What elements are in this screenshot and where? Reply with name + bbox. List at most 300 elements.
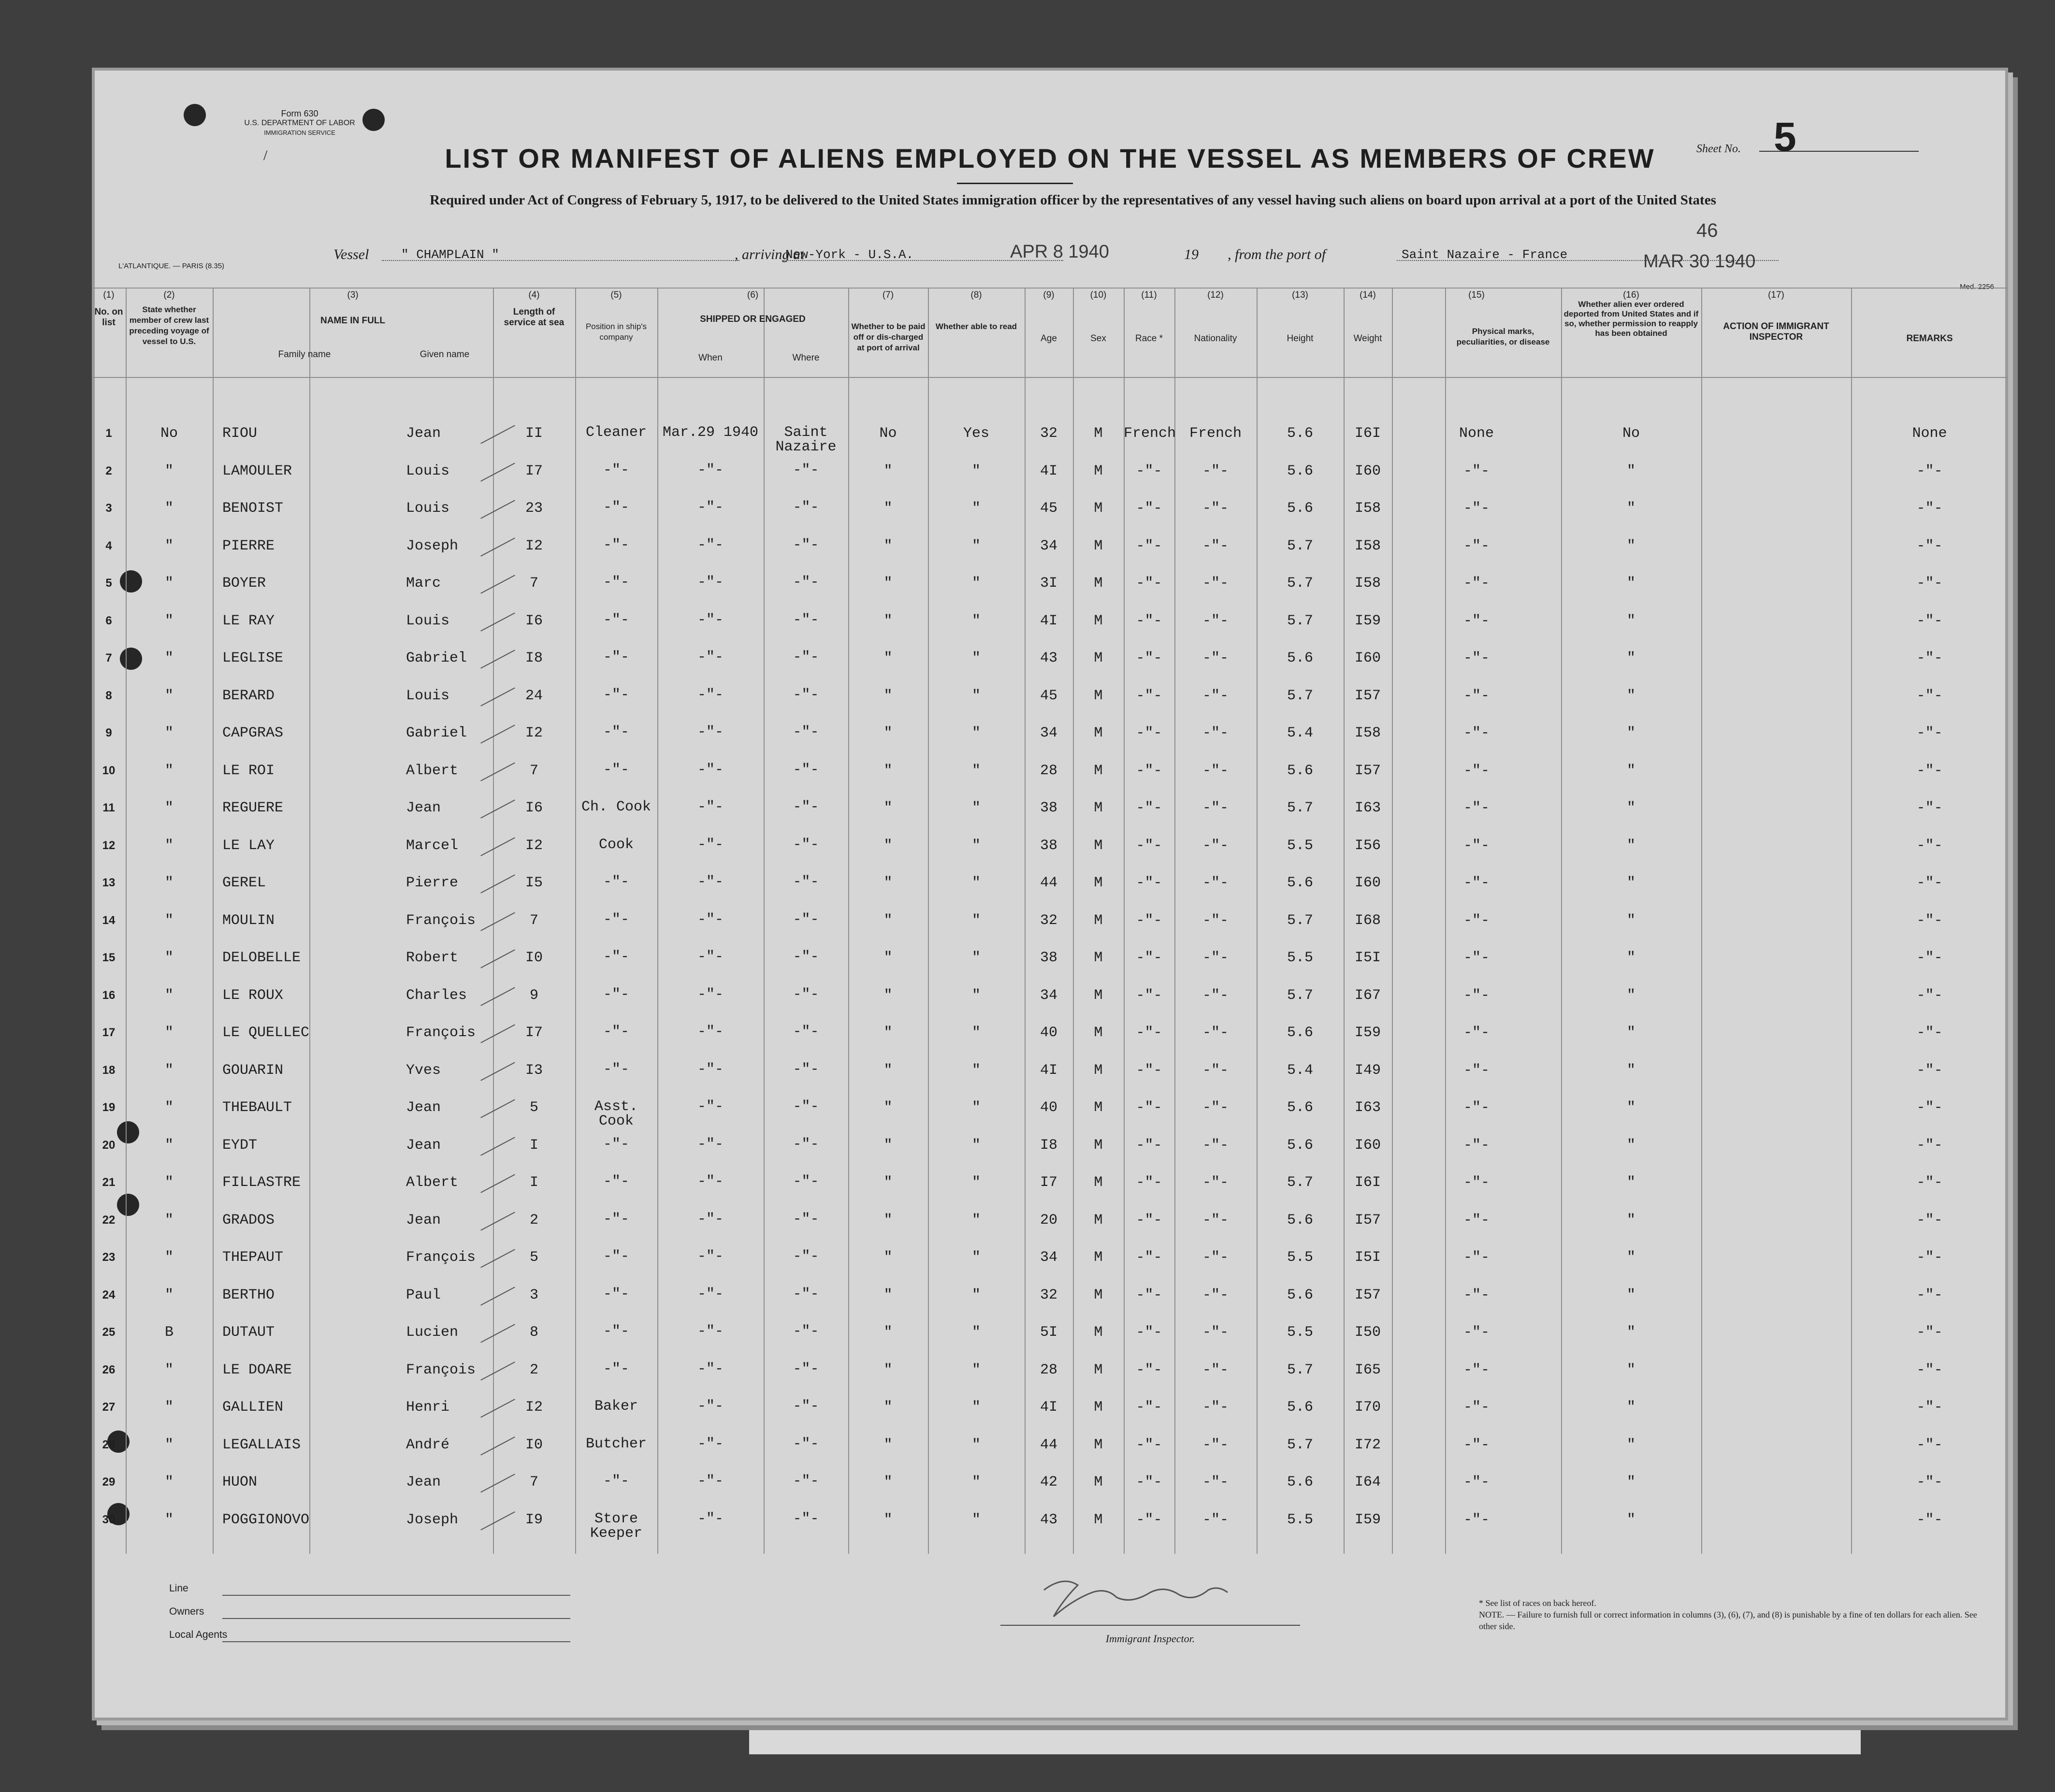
cell-paid: " (883, 1361, 893, 1378)
cell-no: 22 (102, 1213, 116, 1227)
cell-height: 5.6 (1287, 1137, 1313, 1154)
table-row (92, 1362, 2008, 1396)
cell-sex: M (1094, 537, 1103, 554)
cell-paid: " (883, 1286, 893, 1303)
table-row (92, 688, 2008, 722)
cell-paid: No (879, 425, 897, 442)
table-row (92, 1025, 2008, 1058)
cell-where: -"- (793, 1510, 819, 1527)
cell-sex: M (1094, 425, 1103, 442)
cell-prev: " (164, 1174, 174, 1191)
cell-service: 7 (529, 575, 538, 592)
col7-header: Whether to be paid off or dis-charged at port of arrival (851, 322, 926, 352)
cell-position: -"- (603, 536, 629, 553)
cell-sex: M (1094, 1324, 1103, 1341)
cell-nat: -"- (1202, 575, 1229, 592)
cell-read: " (971, 875, 981, 891)
cell-height: 5.7 (1287, 1361, 1313, 1378)
cell-when: -"- (697, 462, 724, 478)
cell-age: 44 (1040, 1436, 1057, 1453)
cell-position: -"- (603, 574, 629, 591)
cell-service: I0 (525, 950, 543, 966)
service-name: IMMIGRATION SERVICE (264, 129, 335, 136)
arriving-port: New-York - U.S.A. (785, 247, 914, 262)
cell-where: Saint Nazaire (775, 424, 837, 455)
cell-family: FILLASTRE (222, 1174, 301, 1191)
cell-read: " (971, 1361, 981, 1378)
cell-when: Mar.29 1940 (662, 424, 759, 441)
cell-position: -"- (603, 1323, 629, 1340)
cell-service: I6 (525, 612, 543, 629)
cell-deported: " (1626, 1286, 1635, 1303)
cell-paid: " (883, 1062, 893, 1079)
col1-header: No. on list (94, 307, 123, 328)
cell-marks: -"- (1463, 1174, 1490, 1191)
col8-number: (8) (970, 290, 982, 300)
cell-nat: French (1189, 425, 1242, 442)
cell-prev: " (164, 1025, 174, 1041)
cell-marks: -"- (1463, 800, 1490, 816)
cell-service: 9 (529, 987, 538, 1004)
cell-family: MOULIN (222, 912, 275, 929)
cell-prev: " (164, 762, 174, 779)
cell-family: BOYER (222, 575, 266, 592)
cell-age: 38 (1040, 837, 1057, 854)
cell-remarks: -"- (1916, 612, 1943, 629)
table-row (92, 1399, 2008, 1433)
cell-race: -"- (1136, 1249, 1162, 1266)
cell-height: 5.5 (1287, 1324, 1313, 1341)
cell-service: I2 (525, 537, 543, 554)
cell-prev: " (164, 500, 174, 517)
cell-age: 32 (1040, 1286, 1057, 1303)
cell-given: Gabriel (406, 725, 467, 741)
cell-paid: " (883, 1474, 893, 1490)
cell-when: -"- (697, 1211, 724, 1228)
cell-deported: " (1626, 875, 1635, 891)
cell-no: 10 (102, 764, 116, 777)
cell-where: -"- (793, 1360, 819, 1377)
cell-sex: M (1094, 1399, 1103, 1416)
table-row (92, 1212, 2008, 1246)
cell-deported: " (1626, 837, 1635, 854)
cell-when: -"- (697, 1248, 724, 1265)
table-row (92, 1137, 2008, 1171)
cell-when: -"- (697, 874, 724, 890)
cell-prev: " (164, 1137, 174, 1154)
cell-where: -"- (793, 611, 819, 628)
cell-deported: " (1626, 1399, 1635, 1416)
cell-weight: I65 (1354, 1361, 1381, 1378)
col3-given-header: Given name (420, 349, 470, 360)
cell-marks: -"- (1463, 875, 1490, 891)
cell-family: GEREL (222, 875, 266, 891)
cell-position: -"- (603, 1136, 629, 1153)
cell-paid: " (883, 912, 893, 929)
cell-family: LE RAY (222, 612, 275, 629)
cell-given: Jean (406, 1474, 441, 1490)
col12-header: Nationality (1194, 333, 1237, 344)
cell-given: Joseph (406, 537, 459, 554)
cell-sex: M (1094, 1249, 1103, 1266)
cell-race: -"- (1136, 1286, 1162, 1303)
cell-where: -"- (793, 1098, 819, 1115)
cell-prev: " (164, 837, 174, 854)
table-row (92, 500, 2008, 534)
cell-family: THEBAULT (222, 1099, 292, 1116)
table-row (92, 1437, 2008, 1471)
cell-read: " (971, 837, 981, 854)
cell-prev: " (164, 875, 174, 891)
cell-family: THEPAUT (222, 1249, 284, 1266)
cell-read: " (971, 912, 981, 929)
cell-service: 7 (529, 762, 538, 779)
cell-remarks: -"- (1916, 462, 1943, 479)
cell-weight: I59 (1354, 612, 1381, 629)
cell-age: 38 (1040, 950, 1057, 966)
cell-remarks: -"- (1916, 725, 1943, 741)
cell-position: Asst. Cook (594, 1098, 638, 1129)
cell-sex: M (1094, 462, 1103, 479)
cell-marks: -"- (1463, 1212, 1490, 1228)
cell-when: -"- (697, 536, 724, 553)
cell-paid: " (883, 987, 893, 1004)
cell-sex: M (1094, 1474, 1103, 1490)
cell-read: " (971, 612, 981, 629)
cell-given: Albert (406, 762, 459, 779)
cell-position: Butcher (585, 1435, 647, 1452)
cell-height: 5.6 (1287, 462, 1313, 479)
cell-read: " (971, 1174, 981, 1191)
cell-read: " (971, 575, 981, 592)
document-title: LIST OR MANIFEST OF ALIENS EMPLOYED ON THE VESSEL AS MEMBERS OF CREW (445, 143, 1655, 173)
cell-deported: " (1626, 612, 1635, 629)
printer-mark: L'ATLANTIQUE. — PARIS (8.35) (118, 262, 225, 270)
cell-where: -"- (793, 462, 819, 478)
cell-height: 5.6 (1287, 1212, 1313, 1228)
cell-height: 5.4 (1287, 725, 1313, 741)
cell-where: -"- (793, 1248, 819, 1265)
cell-where: -"- (793, 1435, 819, 1452)
cell-service: 7 (529, 1474, 538, 1490)
col5-number: (5) (610, 290, 622, 300)
cell-age: 4I (1040, 1062, 1057, 1079)
arriving-label: , arriving at (735, 246, 805, 262)
cell-when: -"- (697, 1286, 724, 1302)
table-row (92, 575, 2008, 609)
cell-read: " (971, 1399, 981, 1416)
cell-service: I2 (525, 1399, 543, 1416)
cell-age: 34 (1040, 987, 1057, 1004)
cell-deported: " (1626, 762, 1635, 779)
cell-prev: " (164, 800, 174, 816)
cell-family: REGUERE (222, 800, 284, 816)
cell-sex: M (1094, 725, 1103, 741)
cell-prev: No (160, 425, 178, 442)
cell-paid: " (883, 462, 893, 479)
cell-weight: I58 (1354, 500, 1381, 517)
cell-race: -"- (1136, 575, 1162, 592)
cell-sex: M (1094, 1511, 1103, 1528)
cell-race: -"- (1136, 800, 1162, 816)
cell-race: -"- (1136, 1137, 1162, 1154)
table-row (92, 1474, 2008, 1508)
cell-sex: M (1094, 1174, 1103, 1191)
cell-remarks: -"- (1916, 800, 1943, 816)
cell-where: -"- (793, 836, 819, 853)
table-row (92, 838, 2008, 871)
cell-remarks: -"- (1916, 1511, 1943, 1528)
cell-when: -"- (697, 724, 724, 740)
cell-race: -"- (1136, 837, 1162, 854)
cell-family: GRADOS (222, 1212, 275, 1228)
note-label: NOTE. — (1479, 1610, 1515, 1619)
remarks-header: REMARKS (1906, 333, 1953, 344)
form-number: Form 630 (281, 109, 318, 118)
cell-nat: -"- (1202, 650, 1229, 666)
cell-given: Pierre (406, 875, 459, 891)
cell-sex: M (1094, 500, 1103, 517)
departure-port: Saint Nazaire - France (1402, 247, 1568, 262)
cell-service: II (525, 425, 543, 442)
cell-race: -"- (1136, 762, 1162, 779)
cell-nat: -"- (1202, 762, 1229, 779)
cell-prev: " (164, 1062, 174, 1079)
cell-no: 7 (105, 651, 112, 665)
cell-service: 2 (529, 1361, 538, 1378)
cell-prev: " (164, 687, 174, 704)
cell-given: François (406, 1249, 476, 1266)
cell-deported: " (1626, 1249, 1635, 1266)
cell-weight: I56 (1354, 837, 1381, 854)
cell-race: -"- (1136, 1025, 1162, 1041)
cell-service: I8 (525, 650, 543, 666)
cell-sex: M (1094, 762, 1103, 779)
cell-when: -"- (697, 836, 724, 853)
table-top-rule (92, 288, 2008, 289)
cell-given: Lucien (406, 1324, 459, 1341)
cell-no: 12 (102, 838, 116, 852)
cell-weight: I6I (1354, 1174, 1381, 1191)
cell-when: -"- (697, 1398, 724, 1415)
cell-nat: -"- (1202, 1511, 1229, 1528)
cell-position: -"- (603, 611, 629, 628)
col5-header: Position in ship's company (585, 322, 647, 342)
from-port-label: , from the port of (1228, 246, 1326, 262)
local-agents-underline (222, 1641, 570, 1642)
cell-position: -"- (603, 761, 629, 778)
cell-service: I (529, 1137, 538, 1154)
cell-age: 4I (1040, 462, 1057, 479)
cell-remarks: -"- (1916, 875, 1943, 891)
cell-age: 40 (1040, 1099, 1057, 1116)
cell-family: DUTAUT (222, 1324, 275, 1341)
cell-service: 5 (529, 1249, 538, 1266)
cell-marks: -"- (1463, 1062, 1490, 1079)
cell-paid: " (883, 1324, 893, 1341)
cell-given: André (406, 1436, 450, 1453)
cell-deported: " (1626, 1361, 1635, 1378)
cell-race: -"- (1136, 462, 1162, 479)
cell-age: 28 (1040, 1361, 1057, 1378)
cell-read: " (971, 687, 981, 704)
cell-read: " (971, 1249, 981, 1266)
table-row (92, 425, 2008, 459)
cell-paid: " (883, 875, 893, 891)
cell-sex: M (1094, 687, 1103, 704)
cell-position: -"- (603, 1360, 629, 1377)
cell-nat: -"- (1202, 1212, 1229, 1228)
cell-remarks: -"- (1916, 1212, 1943, 1228)
cell-paid: " (883, 1399, 893, 1416)
cell-no: 16 (102, 988, 116, 1002)
cell-paid: " (883, 687, 893, 704)
cell-marks: -"- (1463, 612, 1490, 629)
cell-nat: -"- (1202, 1286, 1229, 1303)
cell-sex: M (1094, 875, 1103, 891)
cell-age: 42 (1040, 1474, 1057, 1490)
cell-nat: -"- (1202, 1436, 1229, 1453)
cell-where: -"- (793, 1173, 819, 1190)
cell-nat: -"- (1202, 462, 1229, 479)
cell-marks: -"- (1463, 1436, 1490, 1453)
cell-where: -"- (793, 799, 819, 815)
cell-given: Louis (406, 462, 450, 479)
cell-service: I0 (525, 1436, 543, 1453)
cell-deported: " (1626, 1137, 1635, 1154)
table-row (92, 1324, 2008, 1358)
cell-paid: " (883, 800, 893, 816)
cell-paid: " (883, 1511, 893, 1528)
table-row (92, 950, 2008, 983)
cell-sex: M (1094, 1099, 1103, 1116)
cell-age: 44 (1040, 875, 1057, 891)
cell-weight: I60 (1354, 1137, 1381, 1154)
crew-manifest-table (92, 288, 2008, 1554)
cell-where: -"- (793, 1211, 819, 1228)
cell-family: BERARD (222, 687, 275, 704)
cell-when: -"- (697, 761, 724, 778)
cell-given: Albert (406, 1174, 459, 1191)
cell-marks: -"- (1463, 462, 1490, 479)
cell-deported: " (1626, 500, 1635, 517)
cell-service: I2 (525, 725, 543, 741)
cell-where: -"- (793, 1473, 819, 1489)
col6-number: (6) (747, 290, 759, 300)
cell-weight: I6I (1354, 425, 1381, 442)
line-underline (222, 1595, 570, 1596)
col13-number: (13) (1292, 290, 1308, 300)
cell-service: I7 (525, 462, 543, 479)
cell-height: 5.6 (1287, 1025, 1313, 1041)
cell-deported: " (1626, 1324, 1635, 1341)
table-row (92, 613, 2008, 647)
cell-no: 4 (105, 539, 112, 552)
cell-remarks: -"- (1916, 1137, 1943, 1154)
cell-prev: " (164, 575, 174, 592)
cell-paid: " (883, 950, 893, 966)
cell-no: 24 (102, 1288, 116, 1301)
cell-weight: I72 (1354, 1436, 1381, 1453)
cell-sex: M (1094, 612, 1103, 629)
cell-height: 5.7 (1287, 800, 1313, 816)
col2-header: State whether member of crew last preceding voyage of vessel to U.S. (129, 305, 209, 346)
cell-position: Store Keeper (590, 1510, 643, 1542)
cell-given: Louis (406, 612, 450, 629)
cell-read: " (971, 950, 981, 966)
cell-read: " (971, 1099, 981, 1116)
cell-marks: -"- (1463, 650, 1490, 666)
cell-read: " (971, 1286, 981, 1303)
cell-marks: -"- (1463, 1025, 1490, 1041)
departure-date-stamp: MAR 30 1940 (1643, 251, 1756, 272)
cell-prev: " (164, 1286, 174, 1303)
cell-remarks: -"- (1916, 762, 1943, 779)
col16-number: (16) (1623, 290, 1639, 300)
cell-position: -"- (603, 1286, 629, 1302)
cell-family: GALLIEN (222, 1399, 284, 1416)
cell-when: -"- (697, 1323, 724, 1340)
cell-deported: " (1626, 537, 1635, 554)
cell-race: -"- (1136, 612, 1162, 629)
cell-prev: " (164, 462, 174, 479)
cell-marks: -"- (1463, 837, 1490, 854)
handwritten-mark: / (263, 147, 268, 163)
title-underline (957, 183, 1073, 184)
col2-number: (2) (163, 290, 175, 300)
cell-marks: -"- (1463, 762, 1490, 779)
cell-remarks: -"- (1916, 1361, 1943, 1378)
cell-marks: -"- (1463, 500, 1490, 517)
cell-prev: " (164, 1399, 174, 1416)
cell-family: LAMOULER (222, 462, 292, 479)
cell-when: -"- (697, 949, 724, 965)
cell-deported: " (1626, 1474, 1635, 1490)
cell-given: Jean (406, 1212, 441, 1228)
cell-weight: I59 (1354, 1025, 1381, 1041)
cell-weight: I50 (1354, 1324, 1381, 1341)
table-row (92, 1099, 2008, 1133)
col6-when-header: When (698, 353, 723, 363)
cell-height: 5.7 (1287, 575, 1313, 592)
cell-position: -"- (603, 499, 629, 516)
cell-height: 5.7 (1287, 612, 1313, 629)
cell-age: 43 (1040, 650, 1057, 666)
table-row (92, 1512, 2008, 1546)
cell-position: -"- (603, 462, 629, 478)
cell-paid: " (883, 1137, 893, 1154)
cell-sex: M (1094, 1137, 1103, 1154)
cell-nat: -"- (1202, 1099, 1229, 1116)
cell-deported: " (1626, 650, 1635, 666)
col15-header: Physical marks, peculiarities, or disease (1456, 327, 1550, 347)
cell-paid: " (883, 650, 893, 666)
cell-position: Ch. Cook (581, 799, 651, 815)
cell-sex: M (1094, 1212, 1103, 1228)
cell-when: -"- (697, 1061, 724, 1078)
cell-race: -"- (1136, 1174, 1162, 1191)
cell-remarks: -"- (1916, 1399, 1943, 1416)
cell-given: Marcel (406, 837, 459, 854)
cell-read: " (971, 1062, 981, 1079)
cell-height: 5.7 (1287, 912, 1313, 929)
cell-when: -"- (697, 1024, 724, 1040)
cell-age: 34 (1040, 1249, 1057, 1266)
cell-family: RIOU (222, 425, 258, 442)
cell-family: LE LAY (222, 837, 275, 854)
cell-when: -"- (697, 1136, 724, 1153)
cell-weight: I64 (1354, 1474, 1381, 1490)
